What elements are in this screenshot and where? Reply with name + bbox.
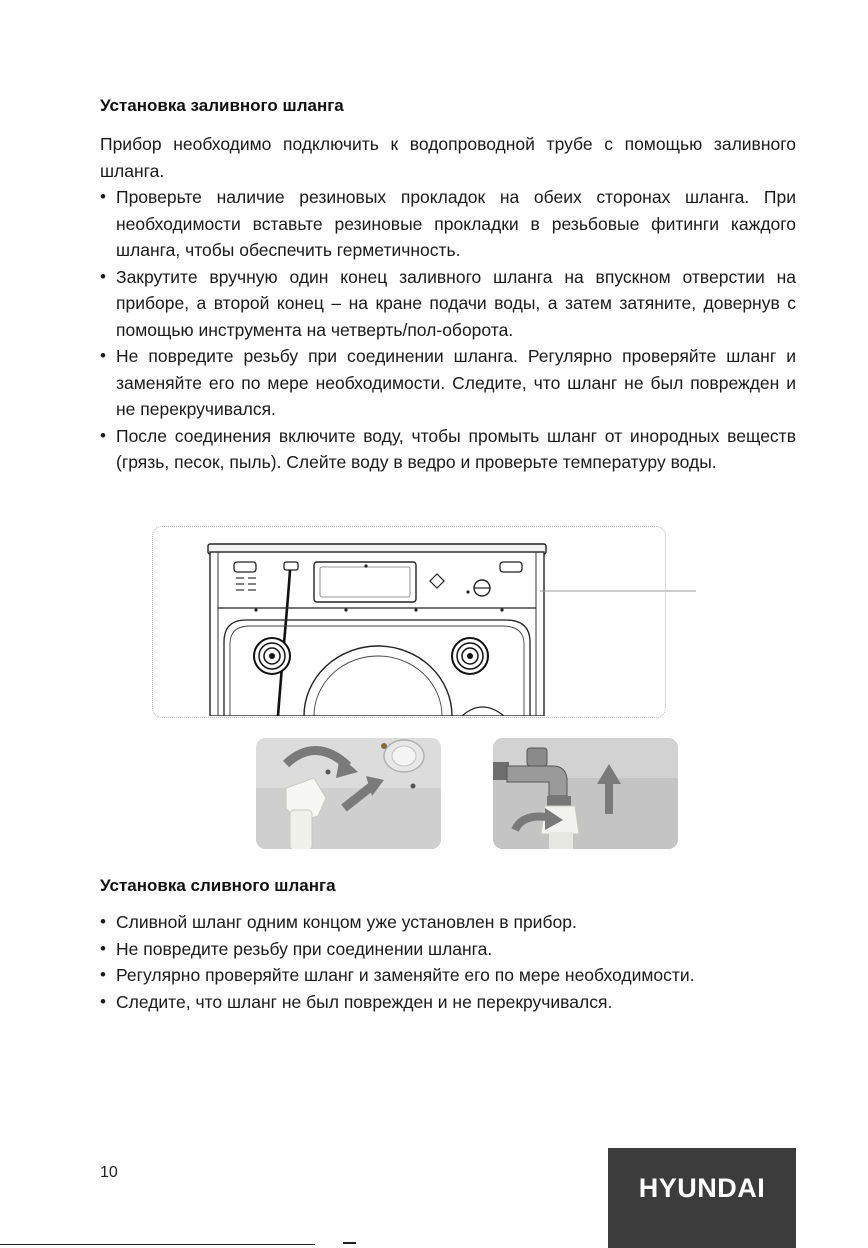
bottom-rule bbox=[0, 1244, 315, 1245]
list-item: • Закрутите вручную один конец заливного шланга на впускном отверстии на приборе, а второй конец – на кране подачи воды, а затем затяните, довернув с помощью инструмента на четверть/пол-оборота. bbox=[100, 264, 796, 344]
brand-logo bbox=[608, 1148, 796, 1248]
brand-name: HYUNDAI bbox=[638, 1172, 766, 1203]
list-item: • Не повредите резьбу при соединении шланга. bbox=[100, 936, 796, 963]
drain-section-title: Установка сливного шланга bbox=[100, 876, 336, 895]
inlet-connection-photo bbox=[256, 738, 441, 849]
list-item: • Сливной шланг одним концом уже установлен в прибор. bbox=[100, 909, 796, 936]
bottom-tick bbox=[343, 1242, 356, 1244]
list-item: • Регулярно проверяйте шланг и заменяйте его по мере необходимости. bbox=[100, 962, 796, 989]
drain-bullet-list bbox=[100, 909, 796, 1015]
faucet-connection-photo bbox=[493, 738, 678, 849]
page-number: 10 bbox=[100, 1164, 118, 1181]
inlet-section-body bbox=[100, 131, 796, 476]
list-item: • Проверьте наличие резиновых прокладок на обеих сторонах шланга. При необходимости вставьте резиновые прокладки в резьбовые фитинги каждого шланга, чтобы обеспечить герметичность. bbox=[100, 184, 796, 264]
list-item: • После соединения включите воду, чтобы промыть шланг от инородных веществ (грязь, песок, пыль). Слейте воду в ведро и проверьте температуру воды. bbox=[100, 423, 796, 476]
list-item: • Следите, что шланг не был поврежден и не перекручивался. bbox=[100, 989, 796, 1016]
inlet-bullet-list bbox=[100, 184, 796, 476]
list-item: • Не повредите резьбу при соединении шланга. Регулярно проверяйте шланг и заменяйте его по мере необходимости. Следите, что шланг не был поврежден и не перекручивался. bbox=[100, 343, 796, 423]
inlet-intro: Прибор необходимо подключить к водопроводной трубе с помощью заливного шланга. bbox=[100, 134, 796, 181]
drain-section-body bbox=[100, 909, 796, 1015]
callout-line bbox=[540, 589, 700, 593]
washing-machine-back-illustration bbox=[206, 542, 550, 716]
inlet-section-title: Установка заливного шланга bbox=[100, 96, 344, 115]
